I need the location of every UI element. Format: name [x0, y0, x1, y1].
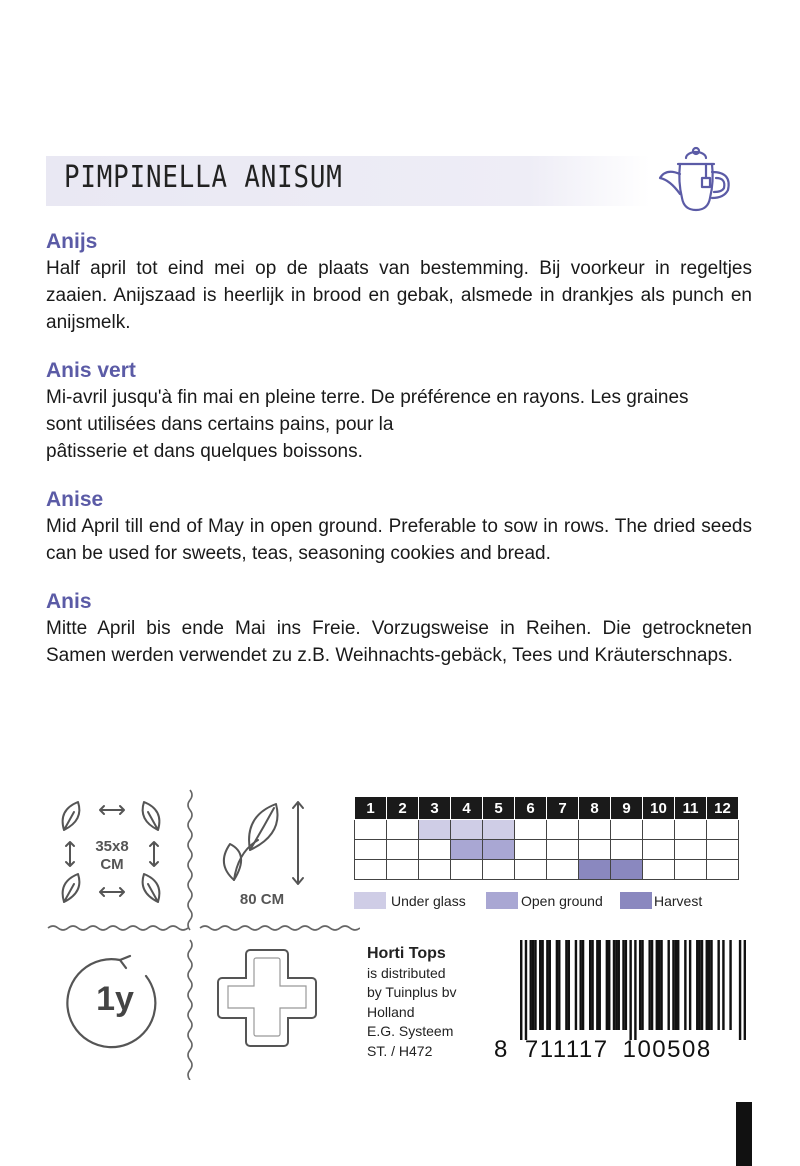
barcode-digits-left: 711117 — [524, 1036, 609, 1063]
section-dutch — [46, 229, 752, 336]
calendar-cell — [579, 860, 611, 880]
month-3: 3 — [419, 797, 451, 820]
calendar-cell — [675, 840, 707, 860]
calendar-cell — [355, 840, 387, 860]
barcode-bar — [591, 940, 593, 1030]
medicinal-cross-icon — [214, 944, 320, 1052]
distributor-line: Holland — [367, 1003, 415, 1020]
calendar-cell — [515, 840, 547, 860]
distributor-line: E.G. Systeem — [367, 1023, 454, 1039]
barcode-bar — [701, 940, 703, 1030]
barcode-bar — [651, 940, 653, 1030]
calendar-cell — [643, 840, 675, 860]
barcode-digit-first: 8 — [494, 1036, 509, 1063]
barcode-bar — [717, 940, 719, 1030]
calendar-cell — [515, 860, 547, 880]
section-title: Anijs — [46, 230, 98, 253]
section-text: pâtisserie et dans quelques boissons. — [46, 441, 363, 462]
month-9: 9 — [611, 797, 643, 820]
barcode-bar — [579, 940, 581, 1030]
calendar-cell — [707, 840, 739, 860]
calendar-cell — [643, 820, 675, 840]
month-4: 4 — [451, 797, 483, 820]
lifecycle-label: 1y — [96, 980, 134, 1018]
distributor-info — [367, 944, 457, 1061]
calendar-cell — [483, 820, 515, 840]
calendar-cell — [451, 840, 483, 860]
spacing-label — [84, 838, 140, 874]
barcode-bar — [541, 940, 543, 1030]
barcode-bar — [625, 940, 627, 1030]
month-10: 10 — [643, 797, 675, 820]
calendar-cell — [355, 860, 387, 880]
barcode-bar — [565, 940, 567, 1030]
calendar-row-under-glass — [355, 820, 739, 840]
calendar-cell — [451, 820, 483, 840]
barcode-bar — [589, 940, 591, 1030]
barcode-bar — [656, 940, 658, 1030]
barcode-bar — [629, 940, 631, 1040]
calendar-cell — [643, 860, 675, 880]
calendar-cell — [419, 840, 451, 860]
barcode-bar — [596, 940, 598, 1030]
calendar-cell — [707, 820, 739, 840]
section-title: Anis vert — [46, 359, 136, 382]
calendar-cell — [547, 860, 579, 880]
barcode-bar — [722, 940, 724, 1030]
barcode-bar — [639, 940, 641, 1030]
calendar-cell — [387, 840, 419, 860]
section-text: Mi-avril jusqu'à fin mai en pleine terre. De préférence en rayons. Les graines — [46, 387, 689, 408]
calendar-cell — [675, 820, 707, 840]
barcode-bar — [534, 940, 536, 1030]
barcode-digits-right: 100508 — [622, 1036, 712, 1063]
calendar-cell — [675, 860, 707, 880]
barcode-bar — [546, 940, 548, 1030]
month-2: 2 — [387, 797, 419, 820]
barcode-bar — [530, 940, 532, 1030]
barcode-bar — [539, 940, 541, 1030]
section-german — [46, 589, 752, 669]
barcode-bar — [558, 940, 560, 1030]
barcode-bar — [648, 940, 650, 1030]
spacing-unit: CM — [100, 856, 124, 873]
barcode-bar — [520, 940, 522, 1040]
barcode-bar — [525, 940, 527, 1040]
plant-height-icon — [214, 796, 314, 892]
barcode-bar — [677, 940, 679, 1030]
brand-name: Horti Tops — [367, 945, 446, 962]
calendar-cell — [419, 820, 451, 840]
barcode-bar — [658, 940, 660, 1030]
barcode-bar — [706, 940, 708, 1030]
barcode-bar — [672, 940, 674, 1030]
month-11: 11 — [675, 797, 707, 820]
calendar-cell — [355, 820, 387, 840]
barcode-bar — [599, 940, 601, 1030]
sowing-calendar — [354, 796, 739, 880]
barcode-bar — [689, 940, 691, 1030]
barcode-bar — [582, 940, 584, 1030]
legend-label-open-ground: Open ground — [521, 893, 603, 909]
month-6: 6 — [515, 797, 547, 820]
calendar-row-harvest — [355, 860, 739, 880]
legend-swatch-under-glass — [354, 892, 386, 909]
barcode-bar — [641, 940, 643, 1030]
month-1: 1 — [355, 797, 387, 820]
teapot-icon — [656, 144, 736, 216]
calendar-cell — [547, 820, 579, 840]
barcode — [520, 940, 746, 1040]
legend-swatch-open-ground — [486, 892, 518, 909]
calendar-cell — [515, 820, 547, 840]
barcode-bar — [729, 940, 731, 1030]
calendar-cell — [579, 820, 611, 840]
calendar-cell — [611, 860, 643, 880]
calendar-cell — [419, 860, 451, 880]
barcode-bar — [568, 940, 570, 1030]
calendar-cell — [387, 860, 419, 880]
calendar-cell — [483, 840, 515, 860]
calendar-cell — [611, 820, 643, 840]
legend-swatch-harvest — [620, 892, 652, 909]
barcode-bar — [698, 940, 700, 1030]
section-text: Mid April till end of May in open ground. Preferable to sow in rows. The dried seeds can be used for sweets, teas, seasoning cookies and bread. — [46, 516, 752, 564]
month-8: 8 — [579, 797, 611, 820]
barcode-bar — [684, 940, 686, 1030]
section-text: Half april tot eind mei op de plaats van bestemming. Bij voorkeur in regeltjes zaaien. Anijszaad is heerlijk in brood en gebak, alsmede in drankjes als punch en anijsmelk. — [46, 258, 752, 333]
section-title: Anise — [46, 488, 104, 511]
barcode-bar — [613, 940, 615, 1030]
section-text: sont utilisées dans certains pains, pour la — [46, 414, 394, 435]
calendar-cell — [611, 840, 643, 860]
calendar-cell — [387, 820, 419, 840]
barcode-bar — [710, 940, 712, 1030]
section-title: Anis — [46, 590, 92, 613]
calendar-cell — [707, 860, 739, 880]
barcode-bar — [549, 940, 551, 1030]
barcode-bar — [675, 940, 677, 1030]
barcode-bar — [744, 940, 746, 1040]
barcode-bar — [696, 940, 698, 1030]
calendar-cell — [483, 860, 515, 880]
section-text: Mitte April bis ende Mai ins Freie. Vorzugsweise in Reihen. Die getrockneten Samen werden verwendet zu z.B. Weihnachts-gebäck, Tees und Kräuterschnaps. — [46, 618, 752, 666]
barcode-bar — [622, 940, 624, 1030]
barcode-bar — [618, 940, 620, 1030]
barcode-bar — [556, 940, 558, 1030]
barcode-bar — [606, 940, 608, 1030]
distributor-line: by Tuinplus bv — [367, 984, 457, 1000]
spacing-value: 35x8 — [95, 838, 129, 855]
calendar-month-header — [355, 797, 739, 820]
calendar-row-open-ground — [355, 840, 739, 860]
barcode-bar — [634, 940, 636, 1040]
section-english — [46, 487, 752, 567]
barcode-bar — [667, 940, 669, 1030]
month-7: 7 — [547, 797, 579, 820]
barcode-bar — [739, 940, 741, 1040]
month-12: 12 — [707, 797, 739, 820]
barcode-bar — [608, 940, 610, 1030]
barcode-number — [494, 1036, 712, 1064]
barcode-bar — [708, 940, 710, 1030]
distributor-line: ST. / H472 — [367, 1042, 433, 1059]
legend-label-harvest: Harvest — [654, 893, 703, 909]
barcode-bar — [660, 940, 662, 1030]
legend-label-under-glass: Under glass — [391, 893, 466, 909]
calendar-cell — [451, 860, 483, 880]
page-title: PIMPINELLA ANISUM — [64, 160, 343, 195]
distributor-line: is distributed — [367, 964, 446, 981]
calendar-cell — [579, 840, 611, 860]
height-label: 80 CM — [239, 891, 285, 908]
edge-mark — [736, 1102, 752, 1166]
barcode-bar — [532, 940, 534, 1030]
calendar-cell — [547, 840, 579, 860]
month-5: 5 — [483, 797, 515, 820]
barcode-bar — [575, 940, 577, 1030]
barcode-bar — [615, 940, 617, 1030]
section-french — [46, 358, 752, 465]
